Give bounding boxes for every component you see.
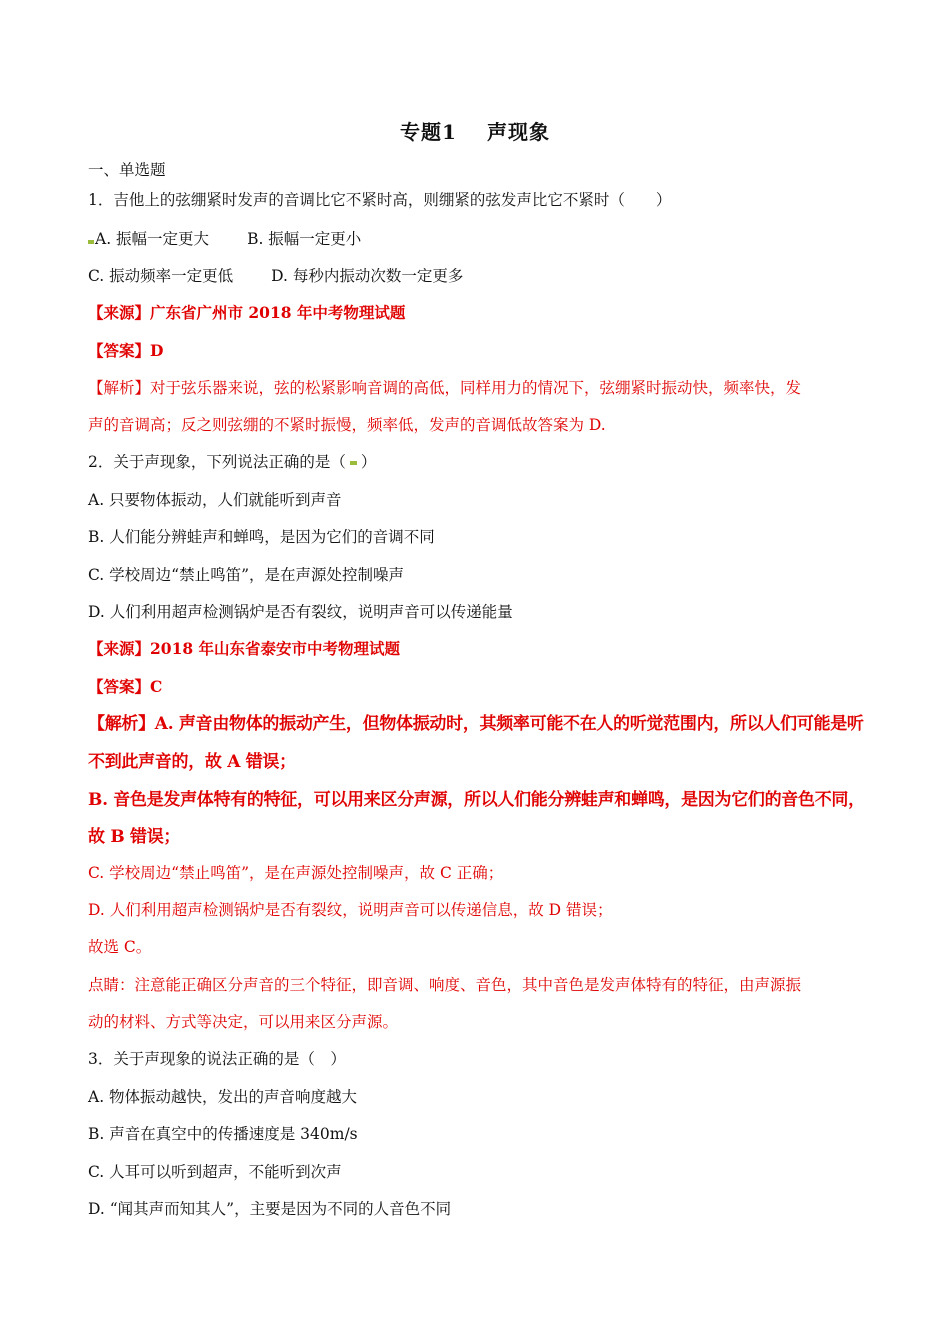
q3-option-a: A. 物体振动越快，发出的声音响度越大 xyxy=(88,1088,358,1106)
q1-option-c: C. 振动频率一定更低 xyxy=(88,267,234,285)
q1-analysis-line-1: 【解析】对于弦乐器来说，弦的松紧影响音调的高低，同样用力的情况下，弦绷紧时振动快，频率快，发 xyxy=(88,379,802,397)
q1-source: 【来源】广东省广州市 2018 年中考物理试题 xyxy=(88,303,406,322)
section-heading: 一、单选题 xyxy=(88,161,166,179)
page-title xyxy=(0,116,950,145)
q2-option-a: A. 只要物体振动，人们就能听到声音 xyxy=(88,491,342,509)
q1-option-d: D. 每秒内振动次数一定更多 xyxy=(271,267,464,285)
q2-analysis-line-2: 不到此声音的，故 A 错误； xyxy=(88,752,296,772)
q2-analysis-line-3: B. 音色是发声体特有的特征，可以用来区分声源，所以人们能分辨蛙声和蝉鸣，是因为它们的音色不同， xyxy=(88,790,865,810)
q1-option-a: A. 振幅一定更大 xyxy=(95,230,210,248)
q2-option-d: D. 人们利用超声检测锅炉是否有裂纹，说明声音可以传递能量 xyxy=(88,603,513,621)
q1-analysis-line-2: 声的音调高；反之则弦绷的不紧时振慢，频率低，发声的音调低故答案为 D. xyxy=(88,416,606,434)
q3-stem: 3．关于声现象的说法正确的是（ ） xyxy=(88,1050,346,1068)
q2-note-line-2: 动的材料、方式等决定，可以用来区分声源。 xyxy=(88,1013,399,1031)
q2-note-line-1: 点睛：注意能正确区分声音的三个特征，即音调、响度、音色，其中音色是发声体特有的特征，由声源振 xyxy=(88,976,802,994)
q3-option-b: B. 声音在真空中的传播速度是 340m/s xyxy=(88,1125,358,1143)
title-sub: 声现象 xyxy=(486,120,550,144)
title-main: 专题1 xyxy=(400,120,457,144)
q2-analysis-line-5: C. 学校周边“禁止鸣笛”，是在声源处控制噪声，故 C 正确； xyxy=(88,864,504,882)
q2-stem-close: ） xyxy=(360,453,377,471)
q2-option-c: C. 学校周边“禁止鸣笛”，是在声源处控制噪声 xyxy=(88,566,405,584)
q1-option-b: B. 振幅一定更小 xyxy=(247,230,362,248)
marker-icon xyxy=(88,240,94,244)
q3-option-c: C. 人耳可以听到超声，不能听到次声 xyxy=(88,1163,342,1181)
q2-stem xyxy=(88,452,376,472)
q2-stem-text: 2．关于声现象，下列说法正确的是（ xyxy=(88,453,346,471)
q2-analysis-line-1: 【解析】A. 声音由物体的振动产生，但物体振动时，其频率可能不在人的听觉范围内，所以人们可能是听 xyxy=(88,714,864,734)
q2-answer: 【答案】C xyxy=(88,677,163,696)
q3-option-d: D. “闻其声而知其人”，主要是因为不同的人音色不同 xyxy=(88,1200,452,1218)
marker-icon xyxy=(350,461,357,465)
q1-answer: 【答案】D xyxy=(88,341,164,360)
q2-analysis-line-7: 故选 C。 xyxy=(88,938,152,956)
q2-analysis-line-4: 故 B 错误； xyxy=(88,827,181,847)
q1-options-ab xyxy=(88,229,361,249)
q1-options-cd xyxy=(88,266,463,286)
q2-analysis-line-6: D. 人们利用超声检测锅炉是否有裂纹，说明声音可以传递信息，故 D 错误； xyxy=(88,901,613,919)
q2-option-b: B. 人们能分辨蛙声和蝉鸣，是因为它们的音调不同 xyxy=(88,528,435,546)
q2-source: 【来源】2018 年山东省泰安市中考物理试题 xyxy=(88,639,401,658)
q1-stem: 1．吉他上的弦绷紧时发声的音调比它不紧时高，则绷紧的弦发声比它不紧时（ ） xyxy=(88,191,672,209)
